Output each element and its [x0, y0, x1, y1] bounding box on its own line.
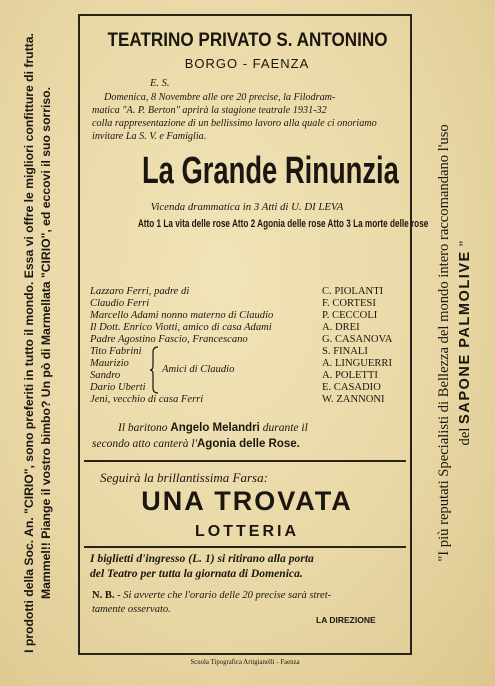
- farsa-title: UNA TROVATA: [141, 486, 353, 516]
- divider-rule: [84, 460, 406, 462]
- palmolive-prefix: del: [457, 427, 473, 446]
- cast-row: Lazzaro Ferri, padre di C. PIOLANTI: [90, 286, 384, 297]
- palmolive-advert: [434, 124, 476, 561]
- baritone-intro: Il baritono: [118, 422, 168, 434]
- note-text-1: - Si avverte che l'orario delle 20 precise sarà stret-: [117, 590, 332, 601]
- cast-row: Maurizio A. LINGUERRI: [90, 358, 393, 369]
- cast-group-label: Amici di Claudio: [162, 364, 235, 375]
- note-nb: N. B.: [92, 590, 115, 601]
- baritone-song: Agonia delle Rose.: [196, 438, 300, 450]
- theatre-place: BORGO - FAENZA: [184, 56, 310, 71]
- note-line-1: [92, 590, 331, 601]
- tickets-line-1: I biglietti d'ingresso (L. 1) si ritirano alla porta: [90, 552, 314, 565]
- intro-line-3: colla rappresentazione di un bellissimo lavoro alla quale ci onoriamo: [92, 118, 377, 129]
- baritone-sing: secondo atto canterà l': [92, 438, 197, 450]
- palmolive-advert-line1: "I più reputati Specialisti di Bellezza del mondo intero raccomandano l'uso: [436, 124, 452, 562]
- baritone-during: durante il: [262, 422, 308, 434]
- palmolive-suffix: ": [457, 240, 473, 247]
- palmolive-brand: SAPONE PALMOLIVE: [457, 250, 473, 424]
- intro-line-4: invitare La S. V. e Famiglia.: [92, 131, 207, 142]
- baritone-line-1: [118, 422, 308, 434]
- cast-row: Sandro A. POLETTI: [90, 370, 378, 381]
- cast-row: Claudio Ferri F. CORTESI: [90, 298, 376, 309]
- note-line-2: tamente osservato.: [92, 604, 171, 615]
- play-title: La Grande Rinunzia: [141, 150, 399, 192]
- intro-line-2: matica "A. P. Berton" aprirà la stagione teatrale 1931-32: [92, 105, 327, 116]
- cast-row: Padre Agostino Fascio, Francescano G. CASANOVA: [90, 334, 393, 345]
- tickets-line-2: del Teatro per tutta la giornata di Domenica.: [90, 567, 303, 580]
- lotteria-label: LOTTERIA: [195, 523, 299, 540]
- printer-credit: Scuola Tipografica Artigianelli - Faenza: [190, 659, 300, 666]
- cirio-advert-line1: I prodotti della Soc. An. "CIRIO", sono preferiti in tutto il mondo. Essa vi offre le migliori confitture di frutta.: [22, 33, 36, 653]
- cast-row: Marcello Adami nonno materno di Claudio P. CECCOLI: [90, 310, 378, 321]
- es-label: E. S.: [150, 78, 170, 89]
- theatre-name: TEATRINO PRIVATO S. ANTONINO: [107, 30, 388, 51]
- cast-row: Dario Uberti E. CASADIO: [90, 382, 381, 393]
- cast-row: Il Dott. Enrico Viotti, amico di casa Adami A. DREI: [90, 322, 360, 333]
- baritone-name: Angelo Melandri: [170, 422, 260, 434]
- intro-line-1: Domenica, 8 Novembre alle ore 20 precise, la Filodram-: [104, 92, 336, 103]
- palmolive-advert-line2: [455, 124, 476, 561]
- cast-row: Tito Fabrini S. FINALI: [90, 346, 368, 357]
- cirio-advert-line2: Mammel!! Piange il vostro bimbo? Un pò di Marmellata "CIRIO", ed eccovi il suo sorriso.: [39, 86, 53, 600]
- baritone-line-2: [92, 438, 300, 450]
- divider-rule: [84, 546, 406, 548]
- signature: LA DIREZIONE: [316, 615, 376, 625]
- cirio-advert: [21, 33, 55, 653]
- cast-brace: [150, 346, 160, 394]
- play-acts: Atto 1 La vita delle rose Atto 2 Agonia delle rose Atto 3 La morte delle rose: [137, 218, 429, 230]
- play-subtitle: Vicenda drammatica in 3 Atti di U. DI LEVA: [150, 201, 344, 213]
- cast-row: Jeni, vecchio di casa Ferri W. ZANNONI: [90, 394, 385, 405]
- farsa-intro: Seguirà la brillantissima Farsa:: [100, 470, 268, 485]
